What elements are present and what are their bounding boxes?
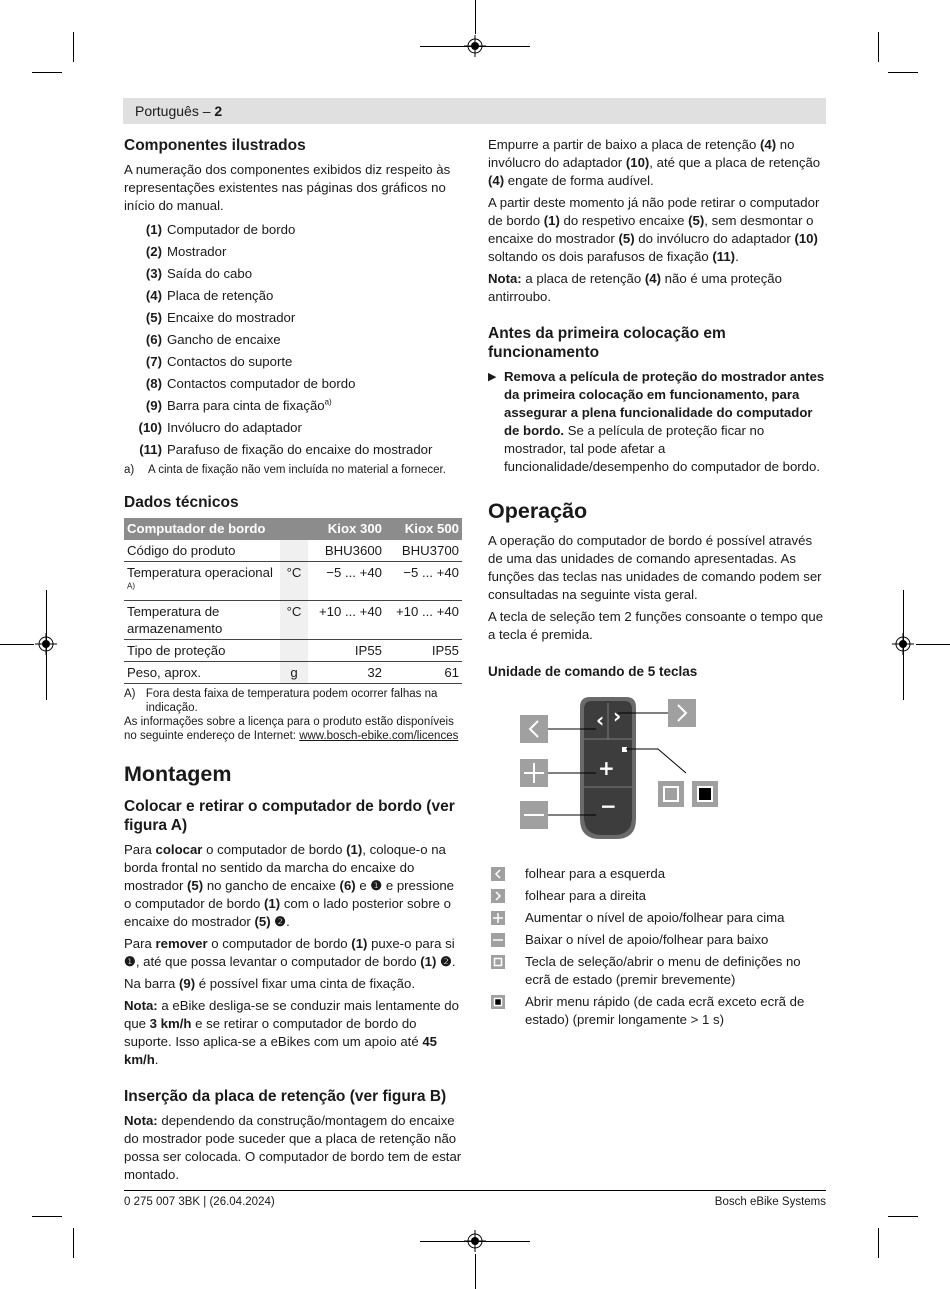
text-segment: A partir deste momento já não pode retirar o computador de bordo: [488, 195, 820, 228]
tech-table-header: [124, 518, 462, 540]
list-item: [124, 417, 462, 439]
svg-text:›: ›: [613, 704, 622, 728]
crop-mark: [888, 1216, 918, 1217]
control-unit-body-icon: [580, 697, 636, 839]
text-segment: .: [154, 1052, 159, 1067]
header-language: Português: [135, 103, 199, 119]
footnote-key: a): [124, 464, 135, 476]
table-row: [124, 662, 462, 684]
text-segment: (9): [178, 976, 196, 991]
text-segment: dependendo da construção/montagem do encaixe do mostrador pode suceder que a placa de retenção não possa ser colocada. O computador de bordo tem de estar montado.: [124, 1113, 462, 1182]
table-cell: +10 ... +40: [308, 601, 385, 640]
list-item: [124, 329, 462, 351]
text-segment: no gancho de encaixe: [203, 878, 340, 893]
legend-item: [488, 993, 826, 1029]
item-number: (10): [138, 420, 162, 435]
list-item: [124, 373, 462, 395]
text-segment: engate de forma audível.: [504, 173, 654, 188]
text-segment: (6): [339, 878, 356, 893]
text-segment: (4): [488, 173, 505, 188]
header-text: [135, 102, 222, 120]
place-paragraph-4: [124, 997, 462, 1069]
item-number: (3): [145, 266, 162, 281]
table-cell: IP55: [385, 640, 462, 662]
table-cell: BHU3700: [385, 540, 462, 562]
legend-text: Baixar o nível de apoio/folhear para baixo: [525, 932, 769, 947]
insert-title: Inserção da placa de retenção (ver figura B): [124, 1088, 447, 1105]
table-cell: [280, 540, 308, 562]
list-item: [124, 285, 462, 307]
list-item: [124, 439, 462, 461]
crop-mark: [903, 590, 904, 700]
first-use-instruction: [488, 368, 826, 476]
table-cell: Temperatura de armazenamento: [124, 601, 280, 640]
crop-mark: [420, 1241, 530, 1242]
place-paragraph-3: [124, 975, 462, 993]
item-number: (11): [139, 442, 162, 457]
text-segment: .: [286, 914, 290, 929]
svg-text:+: +: [598, 756, 615, 780]
crop-mark: [46, 590, 47, 700]
page-header: [123, 98, 826, 124]
svg-text:‹: ‹: [596, 708, 605, 732]
minus-icon: [491, 933, 505, 947]
text-segment: .: [735, 249, 739, 264]
list-item: [124, 351, 462, 373]
text-segment: (11): [712, 249, 736, 264]
footnote-ref: a): [324, 397, 332, 407]
crop-mark: [878, 1228, 879, 1258]
license-link[interactable]: www.bosch-ebike.com/licences: [299, 730, 459, 742]
column-header: [280, 518, 308, 540]
button-legend: [488, 865, 826, 1029]
crop-mark: [73, 1228, 74, 1258]
item-label: Placa de retenção: [167, 288, 274, 303]
chevron-right-icon: [491, 889, 505, 903]
text-segment: Empurre a partir de baixo a placa de retenção: [488, 137, 760, 152]
tech-table: [124, 518, 462, 684]
header-separator: –: [198, 103, 215, 119]
text-segment: (10): [794, 231, 818, 246]
item-number: (8): [145, 376, 162, 391]
text-segment: Para: [124, 842, 156, 857]
footnote-text: Fora desta faixa de temperatura podem ocorrer falhas na indicação.: [145, 688, 438, 714]
crop-mark: [475, 0, 476, 34]
table-cell: °C: [280, 601, 308, 640]
text-segment: (1): [264, 896, 281, 911]
legend-item: [488, 953, 826, 989]
table-cell: 61: [385, 662, 462, 684]
list-item: [124, 263, 462, 285]
montagem-title: Montagem: [124, 762, 232, 786]
item-number: (2): [145, 244, 162, 259]
table-cell: Peso, aprox.: [124, 662, 280, 684]
first-use-rest: Se a película de proteção ficar no mostrador, tal pode afetar a funcionalidade/desempenho do computador de bordo.: [504, 423, 820, 474]
table-cell: g: [280, 662, 308, 684]
operation-paragraph-1: A operação do computador de bordo é possível através de uma das unidades de comando apresentadas. As funções das teclas nas unidades de comando podem ser consultadas na seguinte vista geral.: [488, 533, 822, 602]
text-segment: (5): [187, 878, 204, 893]
crop-mark: [32, 72, 62, 73]
text-segment: puxe-o para si: [367, 936, 455, 951]
select-filled-square-callout-icon: [692, 781, 718, 807]
first-use-bold: Remova a película de proteção do mostrador antes da primeira colocação em funcionamento, para assegurar a plena funcionalidade do computador de bordo.: [504, 369, 825, 438]
svg-text:−: −: [600, 794, 617, 818]
left-column: [124, 136, 462, 1188]
text-segment: (4): [759, 137, 777, 152]
text-segment: o computador de bordo: [202, 842, 347, 857]
retention-paragraph-2: [488, 194, 826, 266]
text-segment: , sem desmontar o encaixe do mostrador: [488, 213, 814, 246]
list-item: [124, 395, 462, 417]
legend-text: folhear para a esquerda: [525, 866, 666, 881]
table-cell: −5 ... +40: [308, 562, 385, 601]
table-cell: 32: [308, 662, 385, 684]
retention-note: [488, 270, 826, 306]
components-list: [124, 219, 462, 461]
item-number: (6): [145, 332, 162, 347]
item-number: (4): [145, 288, 162, 303]
item-label: Mostrador: [167, 244, 227, 259]
text-segment: não é uma proteção antirroubo.: [488, 271, 782, 304]
item-label: Saída do cabo: [167, 266, 253, 281]
crop-mark: [420, 46, 530, 47]
item-label: Contactos computador de bordo: [167, 376, 356, 391]
text-segment: (1): [420, 954, 437, 969]
chevron-left-icon: [491, 867, 505, 881]
crop-mark: [916, 644, 950, 645]
text-segment: , até que a placa de retenção: [649, 155, 821, 170]
document-number: 0 275 007 3BK | (26.04.2024): [124, 1196, 275, 1208]
crop-mark: [73, 32, 74, 62]
item-label: Invólucro do adaptador: [167, 420, 302, 435]
item-label: Parafuso de fixação do encaixe do mostrador: [167, 442, 433, 457]
text-segment: soltando os dois parafusos de fixação: [488, 249, 713, 264]
place-paragraph-1: [124, 841, 462, 931]
text-segment: ❷: [274, 914, 287, 929]
table-cell: +10 ... +40: [385, 601, 462, 640]
text-segment: e: [355, 878, 371, 893]
text-segment: 3 km/h: [149, 1016, 192, 1031]
footnote-key: A): [124, 688, 136, 700]
table-cell: [280, 640, 308, 662]
crop-mark: [0, 644, 34, 645]
table-row: [124, 640, 462, 662]
text-segment: .: [451, 954, 456, 969]
list-item: [124, 241, 462, 263]
operation-paragraph-2: A tecla de seleção tem 2 funções consoante o tempo que a tecla é premida.: [488, 609, 824, 642]
tech-table-body: [124, 540, 462, 684]
text-segment: Nota:: [488, 271, 522, 286]
text-segment: (5): [254, 914, 271, 929]
text-segment: do invólucro do adaptador: [634, 231, 795, 246]
footnote-text: A cinta de fixação não vem incluída no material a fornecer.: [148, 464, 446, 476]
crop-mark: [888, 72, 918, 73]
table-cell: Tipo de proteção: [124, 640, 280, 662]
plus-icon: [491, 911, 505, 925]
text-segment: ❷: [440, 954, 452, 969]
text-segment: ❶: [124, 954, 136, 969]
select-filled-square-icon: [491, 995, 505, 1009]
table-cell: Temperatura operacional $^{A)}$: [124, 562, 280, 601]
column-header: Computador de bordo: [124, 518, 280, 540]
item-number: (9): [145, 398, 162, 413]
place-title: Colocar e retirar o computador de bordo (ver figura A): [124, 798, 455, 834]
item-label: Encaixe do mostrador: [167, 310, 296, 325]
text-segment: Nota:: [124, 1113, 158, 1128]
select-square-icon: [491, 955, 505, 969]
retention-paragraph-1: [488, 136, 826, 190]
legend-item: [488, 931, 826, 949]
table-cell: −5 ... +40: [385, 562, 462, 601]
item-label: Barra para cinta de fixação$^{a)}$: [167, 397, 332, 413]
right-column: [488, 136, 826, 1033]
text-segment: , coloque-o na borda frontal no sentido da marcha do encaixe do mostrador: [124, 842, 446, 893]
item-number: (7): [145, 354, 162, 369]
components-title: Componentes ilustrados: [124, 137, 306, 154]
table-row: [124, 540, 462, 562]
tech-footnote: [124, 687, 462, 715]
item-number: (1): [145, 222, 162, 237]
crop-mark: [475, 1254, 476, 1289]
text-segment: (1): [351, 936, 368, 951]
legend-text: folhear para a direita: [525, 888, 646, 903]
table-cell: °C: [280, 562, 308, 601]
text-segment: Na barra: [124, 976, 179, 991]
control-unit-illustration: [518, 689, 758, 849]
list-item: [124, 307, 462, 329]
text-segment: colocar: [155, 842, 203, 857]
crop-mark: [32, 1216, 62, 1217]
control-unit-title: Unidade de comando de 5 teclas: [488, 664, 698, 679]
components-intro: A numeração dos componentes exibidos diz respeito às representações existentes nas páginas dos gráficos no início do manual.: [124, 162, 451, 213]
text-segment: Nota:: [124, 998, 158, 1013]
column-header: Kiox 500: [385, 518, 462, 540]
text-segment: do respetivo encaixe: [559, 213, 689, 228]
legend-text: Aumentar o nível de apoio/folhear para cima: [525, 910, 785, 925]
item-label: Computador de bordo: [167, 222, 296, 237]
text-segment: é possível fixar uma cinta de fixação.: [195, 976, 416, 991]
license-note: [124, 715, 462, 743]
publisher-name: Bosch eBike Systems: [714, 1196, 826, 1208]
insert-paragraph: [124, 1112, 462, 1184]
text-segment: (5): [688, 213, 705, 228]
legend-text: Tecla de seleção/abrir o menu de definições no ecrã de estado (premir brevemente): [525, 954, 801, 987]
text-segment: a eBike desliga-se se conduzir mais lentamente do que: [124, 998, 459, 1031]
text-segment: o computador de bordo: [207, 936, 352, 951]
text-segment: (4): [644, 271, 661, 286]
legend-item: [488, 909, 826, 927]
text-segment: , até que possa levantar o computador de bordo: [135, 954, 421, 969]
place-paragraph-2: [124, 935, 462, 971]
license-text: As informações sobre a licença para o produto estão disponíveis no seguinte endereço de Internet:: [124, 716, 454, 742]
text-segment: e se retirar o computador de bordo do suporte. Isso aplica-se a eBikes com um apoio até: [124, 1016, 423, 1049]
table-row: [124, 601, 462, 640]
components-footnote: [124, 463, 462, 477]
table-cell: Código do produto: [124, 540, 280, 562]
page-footer: [124, 1190, 826, 1208]
table-cell: IP55: [308, 640, 385, 662]
crop-mark: [878, 32, 879, 62]
page-number: 2: [214, 103, 223, 119]
item-label: Contactos do suporte: [167, 354, 293, 369]
table-cell: BHU3600: [308, 540, 385, 562]
text-segment: (5): [618, 231, 635, 246]
text-segment: (1): [543, 213, 560, 228]
first-use-title: Antes da primeira colocação em funcionamento: [488, 325, 726, 361]
text-segment: remover: [155, 936, 208, 951]
text-segment: ❶: [370, 878, 383, 893]
tech-title: Dados técnicos: [124, 494, 239, 511]
legend-text: Abrir menu rápido (de cada ecrã exceto ecrã de estado) (premir longamente > 1 s): [525, 994, 805, 1027]
item-label: Gancho de encaixe: [167, 332, 281, 347]
text-segment: (10): [625, 155, 650, 170]
text-segment: (1): [346, 842, 363, 857]
legend-item: [488, 865, 826, 883]
text-segment: Para: [124, 936, 156, 951]
item-number: (5): [145, 310, 162, 325]
table-row: [124, 562, 462, 601]
text-segment: 45 km/h: [124, 1034, 438, 1067]
text-segment: a placa de retenção: [521, 271, 645, 286]
arrow-right-icon: ▶: [488, 371, 497, 383]
text-segment: e pressione o computador de bordo: [124, 878, 455, 911]
text-segment: com o lado posterior sobre o encaixe do mostrador: [124, 896, 451, 929]
list-item: [124, 219, 462, 241]
legend-item: [488, 887, 826, 905]
column-header: Kiox 300: [308, 518, 385, 540]
text-segment: no invólucro do adaptador: [488, 137, 795, 170]
operation-title: Operação: [488, 499, 588, 523]
